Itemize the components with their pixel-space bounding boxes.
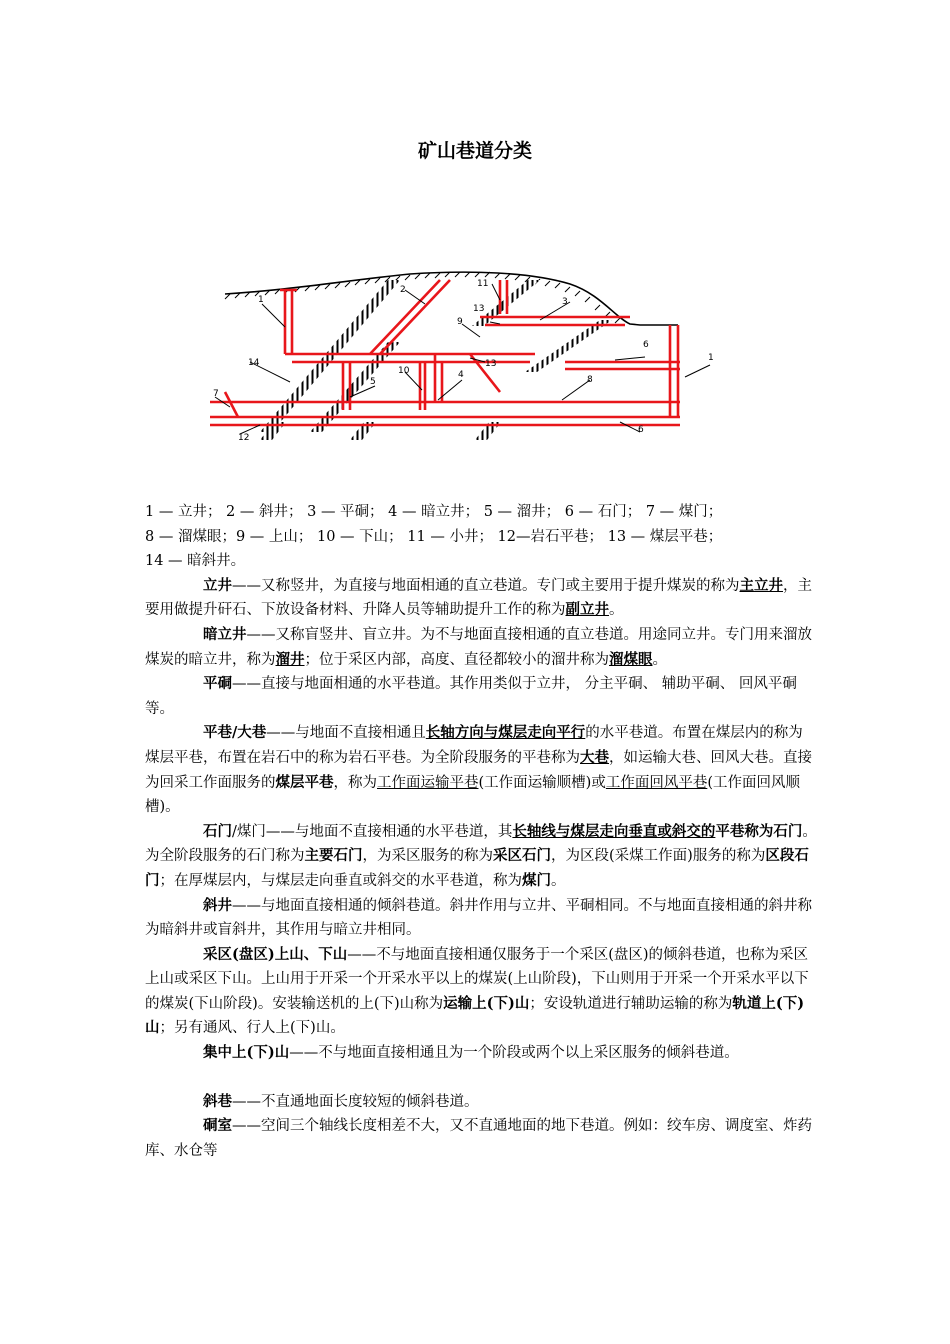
label-12: 12 xyxy=(238,433,250,443)
para-xiexiang: 斜巷——不直通地面长度较短的倾斜巷道。 xyxy=(203,1092,479,1110)
term: 暗立井 xyxy=(203,625,247,643)
keyword: 长轴方向与煤层走向平行 xyxy=(425,724,586,742)
label-6-lower: 6 xyxy=(638,425,644,435)
keyword: 溜井 xyxy=(275,650,305,668)
legend-line-1: 1 — 立井； 2 — 斜井； 3 — 平硐； 4 — 暗立井； 5 — 溜井； 6 — 石门； 7 — 煤门； xyxy=(145,504,723,520)
label-2: 2 xyxy=(400,285,406,295)
keyword: 运输上(下)山 xyxy=(443,994,530,1012)
label-13-lower: 13 xyxy=(485,359,497,369)
para-dongshi: 硐室——空间三个轴线长度相差不大，又不直通地面的地下巷道。例如：绞车房、调度室、炸药库、水仓等 xyxy=(145,1117,812,1159)
label-1-right: 1 xyxy=(708,353,714,363)
keyword: 长轴线与煤层走向垂直或斜交的 xyxy=(512,822,716,840)
para-caiqu: 采区(盘区)上山、下山——不与地面直接相通仅服务于一个采区(盘区)的倾斜巷道，也称为采区上山或采区下山。上山用于开采一个开采水平以上的煤炭(上山阶段)，下山则用于开采一个开采水平以下的煤炭(下山阶段)。安装输送机的上(下)山称为运输上(下)山；安设轨道进行辅助运输的称为轨道上(下)山；另有通风、行人上(下)山。 xyxy=(145,945,809,1037)
keyword: 区段石门 xyxy=(145,847,809,889)
term: 立井 xyxy=(203,576,232,594)
term: 平巷/大巷 xyxy=(203,724,267,742)
label-9: 9 xyxy=(457,317,463,327)
keyword: 轨道上(下)山 xyxy=(145,994,805,1037)
body-text xyxy=(145,500,817,1163)
keyword: 大巷 xyxy=(580,748,609,766)
keyword: 采区石门 xyxy=(493,847,551,865)
para-pingxiang: 平巷/大巷——与地面不直接相通且长轴方向与煤层走向平行的水平巷道。布置在煤层内的称为煤层平巷，布置在岩石中的称为岩石平巷。为全阶段服务的平巷称为大巷，如运输大巷、回风大巷。直接为回采工作面服务的煤层平巷，称为工作面运输平巷(工作面运输顺槽)或工作面回风平巷(工作面回风顺槽)。 xyxy=(145,724,812,816)
term: 石门 xyxy=(203,822,232,840)
para-anlijing: 暗立井——又称盲竖井、盲立井。为不与地面直接相通的直立巷道。用途同立井。专门用来溜放煤炭的暗立井，称为溜井；位于采区内部，高度、直径都较小的溜井称为溜煤眼。 xyxy=(145,625,812,668)
label-7: 7 xyxy=(213,389,219,399)
mine-roadway-diagram-svg xyxy=(200,262,740,452)
para-pingdong: 平硐——直接与地面相通的水平巷道。其作用类似于立井， 分主平硐、 辅助平硐、 回风平硐等。 xyxy=(145,675,797,717)
page-title: 矿山巷道分类 xyxy=(417,140,532,162)
keyword: 主要石门 xyxy=(304,847,363,865)
term: 采区(盘区)上山、下山 xyxy=(203,945,348,963)
label-3: 3 xyxy=(562,297,568,307)
keyword: 工作面运输平巷 xyxy=(377,774,479,791)
keyword: 主立井 xyxy=(739,576,783,594)
keyword: 煤层平巷 xyxy=(275,773,334,791)
term: 斜井 xyxy=(203,896,232,914)
para-xiejing: 斜井——与地面直接相通的倾斜巷道。斜井作用与立井、平硐相同。不与地面直接相通的斜井称为暗斜井或盲斜井，其作用与暗立井相同。 xyxy=(145,896,812,939)
keyword: 平巷称为石门 xyxy=(715,822,803,840)
term: 集中上(下)山 xyxy=(203,1044,290,1062)
keyword: 副立井 xyxy=(565,601,609,619)
label-14: 14 xyxy=(248,358,260,368)
term: 斜巷 xyxy=(203,1092,232,1110)
label-13-upper: 13 xyxy=(473,304,485,314)
keyword: 溜煤眼 xyxy=(609,650,653,668)
label-5: 5 xyxy=(370,377,376,387)
para-jizhong: 集中上(下)山——不与地面直接相通且为一个阶段或两个以上采区服务的倾斜巷道。 xyxy=(203,1044,739,1062)
paragraph-gap xyxy=(145,1066,817,1090)
keyword: 煤门 xyxy=(522,871,551,889)
legend-line-2: 8 — 溜煤眼；9 — 上山； 10 — 下山； 11 — 小井； 12—岩石平巷； 13 — 煤层平巷； xyxy=(145,528,723,545)
label-11: 11 xyxy=(477,279,489,289)
para-shimen: 石门/煤门——与地面不直接相通的水平巷道，其长轴线与煤层走向垂直或斜交的平巷称为石门。为全阶段服务的石门称为主要石门，为采区服务的称为采区石门，为区段(采煤工作面)服务的称为区段石门；在厚煤层内，与煤层走向垂直或斜交的水平巷道，称为煤门。 xyxy=(145,822,817,889)
label-1-left: 1 xyxy=(258,295,264,305)
label-8: 8 xyxy=(587,375,593,385)
label-4: 4 xyxy=(458,370,464,380)
term: 平硐 xyxy=(203,675,232,693)
mine-roadway-diagram xyxy=(200,262,740,452)
label-10: 10 xyxy=(398,366,410,376)
term: 硐室 xyxy=(203,1117,232,1135)
label-6-upper: 6 xyxy=(643,340,649,350)
para-lijing: 立井——又称竖井，为直接与地面相通的直立巷道。专门或主要用于提升煤炭的称为主立井，主要用做提升矸石、下放设备材料、升降人员等辅助提升工作的称为副立井。 xyxy=(145,576,812,619)
roadways xyxy=(210,280,680,425)
keyword: 工作面回风平巷 xyxy=(605,774,708,791)
legend-line-3: 14 — 暗斜井。 xyxy=(145,553,246,570)
